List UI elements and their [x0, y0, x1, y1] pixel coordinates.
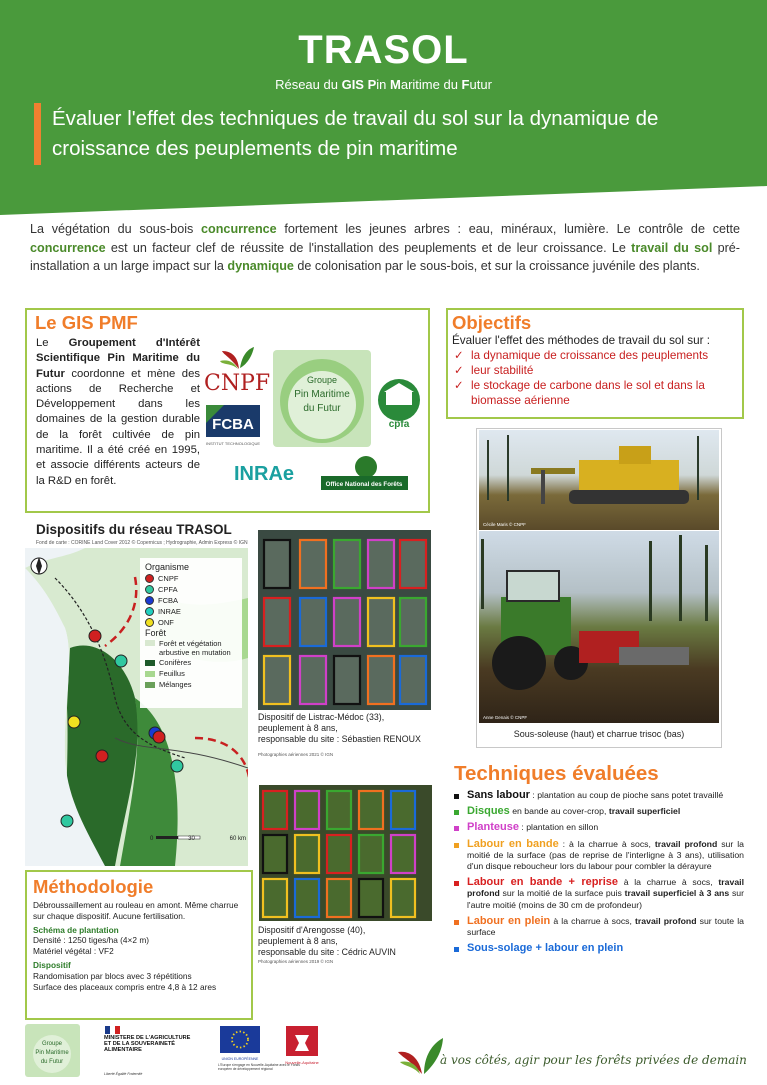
onf-logo: [321, 454, 408, 502]
svg-text:FCBA: FCBA: [212, 416, 254, 433]
planting-scheme-heading: Schéma de plantation: [33, 924, 119, 935]
technique-desc: : plantation en sillon: [518, 822, 599, 833]
svg-text:Cécile Maris © CNPF: Cécile Maris © CNPF: [483, 522, 526, 527]
pmf-logo: [273, 350, 371, 447]
techniques-title: Techniques évaluées: [454, 762, 659, 785]
technique-bullet-icon: [454, 810, 459, 815]
fcba-dot-icon: [145, 596, 154, 605]
svg-text:Nouvelle-Aquitaine: Nouvelle-Aquitaine: [285, 1060, 319, 1065]
technique-bullet-icon: [454, 794, 459, 799]
technique-desc: travail profond: [467, 877, 745, 899]
legend-item: CNPF: [145, 573, 237, 584]
technique-item: [454, 822, 744, 833]
technique-name: Disques: [467, 805, 510, 818]
technique-desc: sur l'autre moitié (moins de 30 cm de profondeur): [467, 888, 745, 910]
arengosse-photo-credit: Photographies aériennes 2019 © IGN: [258, 959, 334, 964]
cpfa-dot-icon: [145, 585, 154, 594]
poster-headline: Évaluer l'effet des techniques de travail du sol sur la dynamique de croissance des peuplements de pin maritime: [52, 107, 659, 160]
svg-text:Groupe: Groupe: [306, 375, 338, 385]
technique-name: Labour en plein: [467, 914, 551, 927]
arengosse-caption: Dispositif d'Arengosse (40), peuplement à 8 ans, responsable du site : Cédric AUVIN: [258, 925, 396, 957]
legend-item: Forêt et végétation arbustive en mutation: [145, 639, 237, 657]
svg-text:cpfa: cpfa: [388, 419, 410, 430]
arengosse-aerial: [259, 785, 432, 921]
technique-desc: : à la charrue à socs,: [558, 838, 655, 849]
footer-logos: [22, 1023, 402, 1083]
objectif-item: ✓ le stockage de carbone dans le sol et dans la biomasse aérienne: [452, 378, 742, 408]
gis-text: Le Groupement d'Intérêt Scientifique Pin Maritime du Futur coordonne et mène des actions de Recherche et Développement dans les domaines de la gestion durable de la forêt cultivée de pin maritime. Il a été créé en 1995, et associe différents acteurs de la R&D en forêt.: [36, 337, 200, 487]
plough-illustration: [479, 531, 719, 723]
mixed-veg-swatch: [145, 640, 155, 646]
fcba-logo: [206, 405, 260, 446]
region-logo: [285, 1026, 319, 1065]
svg-text:INRAe: INRAe: [234, 463, 295, 485]
inrae-dot-icon: [145, 607, 154, 616]
objectifs-title: Objectifs: [452, 312, 532, 333]
legend-item: CPFA: [145, 584, 237, 595]
density-line: Densité : 1250 tiges/ha (4×2 m): [33, 935, 149, 946]
technique-item: [454, 877, 744, 911]
poster-subtitle: Réseau du GIS Pin Maritime du Futur: [275, 77, 492, 92]
svg-text:Anne Genais © CNPF: Anne Genais © CNPF: [483, 715, 528, 720]
technique-name: Labour en bande + reprise: [467, 876, 619, 889]
legend-item: Conifères: [145, 657, 237, 668]
svg-text:du Futur: du Futur: [40, 1059, 64, 1065]
eu-logo: UNION EUROPÉENNE L'Europe s'engage en Nouvelle-Aquitaine avec le Fonds européen de développement régional: [218, 1026, 308, 1079]
listrac-caption: Dispositif de Listrac-Médoc (33), peuplement à 8 ans, responsable du site : Sébastien RENOUX: [258, 712, 421, 744]
technique-name: Sous-solage + labour en plein: [467, 942, 624, 955]
legend-org-title: Organisme: [145, 562, 190, 572]
technique-desc: sur toute la surface: [467, 915, 744, 938]
plough-photo: [479, 531, 719, 723]
subsoiler-photo: [479, 430, 719, 530]
listrac-aerial: [258, 530, 431, 710]
methodologie-title: Méthodologie: [33, 876, 154, 897]
objectif-item: ✓ la dynamique de croissance des peuplements: [452, 348, 742, 363]
technique-desc: à la charrue à socs,: [550, 915, 636, 926]
technique-desc: sur la moitié de la surface puis: [499, 888, 625, 899]
cnpf-tagline: à vos côtés, agir pour les forêts privées de demain: [440, 1053, 747, 1067]
technique-item: [454, 916, 744, 938]
cpfa-logo: [378, 379, 420, 430]
onf-dot-icon: [145, 618, 154, 627]
svg-text:Liberté Égalité Fraternité: Liberté Égalité Fraternité: [104, 1072, 143, 1076]
randomisation-line: Randomisation par blocs avec 3 répétitions: [33, 970, 192, 981]
technique-item: [454, 806, 744, 817]
technique-item: [454, 839, 744, 873]
legend-item: ONF: [145, 617, 237, 628]
technique-desc: travail superficiel à 3 ans: [624, 888, 730, 899]
technique-desc: travail profond: [635, 915, 697, 926]
svg-text:Groupe: Groupe: [41, 1041, 63, 1047]
objectif-item: ✓ leur stabilité: [452, 363, 742, 378]
cnpf-dot-icon: [145, 574, 154, 583]
legend-forest-title: Forêt: [145, 628, 167, 638]
ministere-logo: MINISTÈRE DE L'AGRICULTURE ET DE LA SOUVERAINETÉ ALIMENTAIRE Liberté Égalité Fraternité: [104, 1026, 194, 1076]
plant-material-line: Matériel végétal : VF2: [33, 946, 114, 957]
technique-desc: travail profond: [654, 838, 718, 849]
methodologie-text: [33, 900, 248, 992]
techniques-list: [454, 790, 744, 959]
partner-logos: [202, 335, 427, 510]
objectifs-list: [452, 348, 742, 408]
listrac-photo-credit: Photographies aériennes 2021 © IGN: [258, 752, 334, 757]
svg-text:UNION EUROPÉENNE: UNION EUROPÉENNE: [221, 1057, 259, 1061]
inrae-logo: [234, 463, 294, 485]
technique-desc: en bande au cover-crop,: [509, 806, 609, 817]
technique-item: [454, 943, 744, 954]
methodologie-intro: Débroussaillement au rouleau en amont. Même charrue sur chaque dispositif. Aucune fertilisation.: [33, 900, 239, 921]
arengosse-plots: [259, 785, 432, 921]
map-title: Dispositifs du réseau TRASOL: [36, 522, 232, 537]
pmf-footer-logo: [25, 1024, 80, 1077]
svg-text:Office National des Forêts: Office National des Forêts: [325, 481, 403, 488]
subsoiler-illustration: [479, 430, 719, 530]
legend-item: Mélanges: [145, 679, 237, 690]
photos-caption: Sous-soleuse (haut) et charrue trisoc (bas): [513, 729, 685, 739]
svg-text:du Futur: du Futur: [303, 403, 341, 414]
plot-surface-line: Surface des placeaux compris entre 4,8 à 12 ares: [33, 981, 217, 992]
mixed-swatch: [145, 682, 155, 688]
listrac-plots: [258, 530, 431, 710]
map-legend: [140, 558, 242, 708]
technique-bullet-icon: [454, 947, 459, 952]
legend-item: INRAE: [145, 606, 237, 617]
headline-accent: [34, 103, 41, 165]
technique-bullet-icon: [454, 920, 459, 925]
technique-bullet-icon: [454, 881, 459, 886]
cnpf-logo: [204, 347, 270, 396]
intro-paragraph: La végétation du sous-bois concurrence fortement les jeunes arbres : eau, minéraux, lumière. Le contrôle de cette concurrence est un facteur clef de réussite de l'installation des peuplements et de leur croissance. Le travail du sol pré-installation a un large impact sur la dynamique de colonisation par le sous-bois, et sur la croissance juvénile des plants.: [30, 222, 741, 273]
poster-title: TRASOL: [298, 28, 469, 72]
gis-title: Le GIS PMF: [35, 312, 138, 333]
map-scale: 0 30 60 km: [150, 836, 246, 842]
conifer-swatch: [145, 660, 155, 666]
legend-item: FCBA: [145, 595, 237, 606]
technique-desc: : plantation au coup de pioche sans potet travaillé: [529, 790, 724, 800]
technique-name: Sans labour: [467, 789, 530, 801]
svg-text:INSTITUT TECHNOLOGIQUE: INSTITUT TECHNOLOGIQUE: [205, 441, 261, 446]
technique-bullet-icon: [454, 826, 459, 831]
technique-bullet-icon: [454, 843, 459, 848]
technique-desc: sur la moitié de la surface (pas de reprise de l'interligne à 3 ans), utilisation d'un disque reboucheur lors du labour pour combler la dérayure: [467, 838, 744, 872]
map-source: Fond de carte : CORINE Land Cover 2012 © Copernicus ; Hydrographie, Admin Express © IGN: [36, 540, 248, 546]
technique-name: Planteuse: [467, 821, 519, 834]
svg-text:CNPF: CNPF: [204, 371, 271, 396]
legend-item: Feuillus: [145, 668, 237, 679]
objectifs-intro: Évaluer l'effet des méthodes de travail du sol sur :: [452, 334, 710, 347]
technique-item: [454, 790, 744, 801]
dispositif-heading: Dispositif: [33, 959, 71, 970]
broadleaf-swatch: [145, 671, 155, 677]
technique-desc: travail superficiel: [608, 806, 681, 817]
svg-text:Pin Maritime: Pin Maritime: [294, 389, 350, 400]
technique-desc: à la charrue à socs,: [618, 877, 719, 888]
svg-text:Pin Maritime: Pin Maritime: [35, 1050, 69, 1056]
technique-name: Labour en bande: [467, 837, 559, 850]
